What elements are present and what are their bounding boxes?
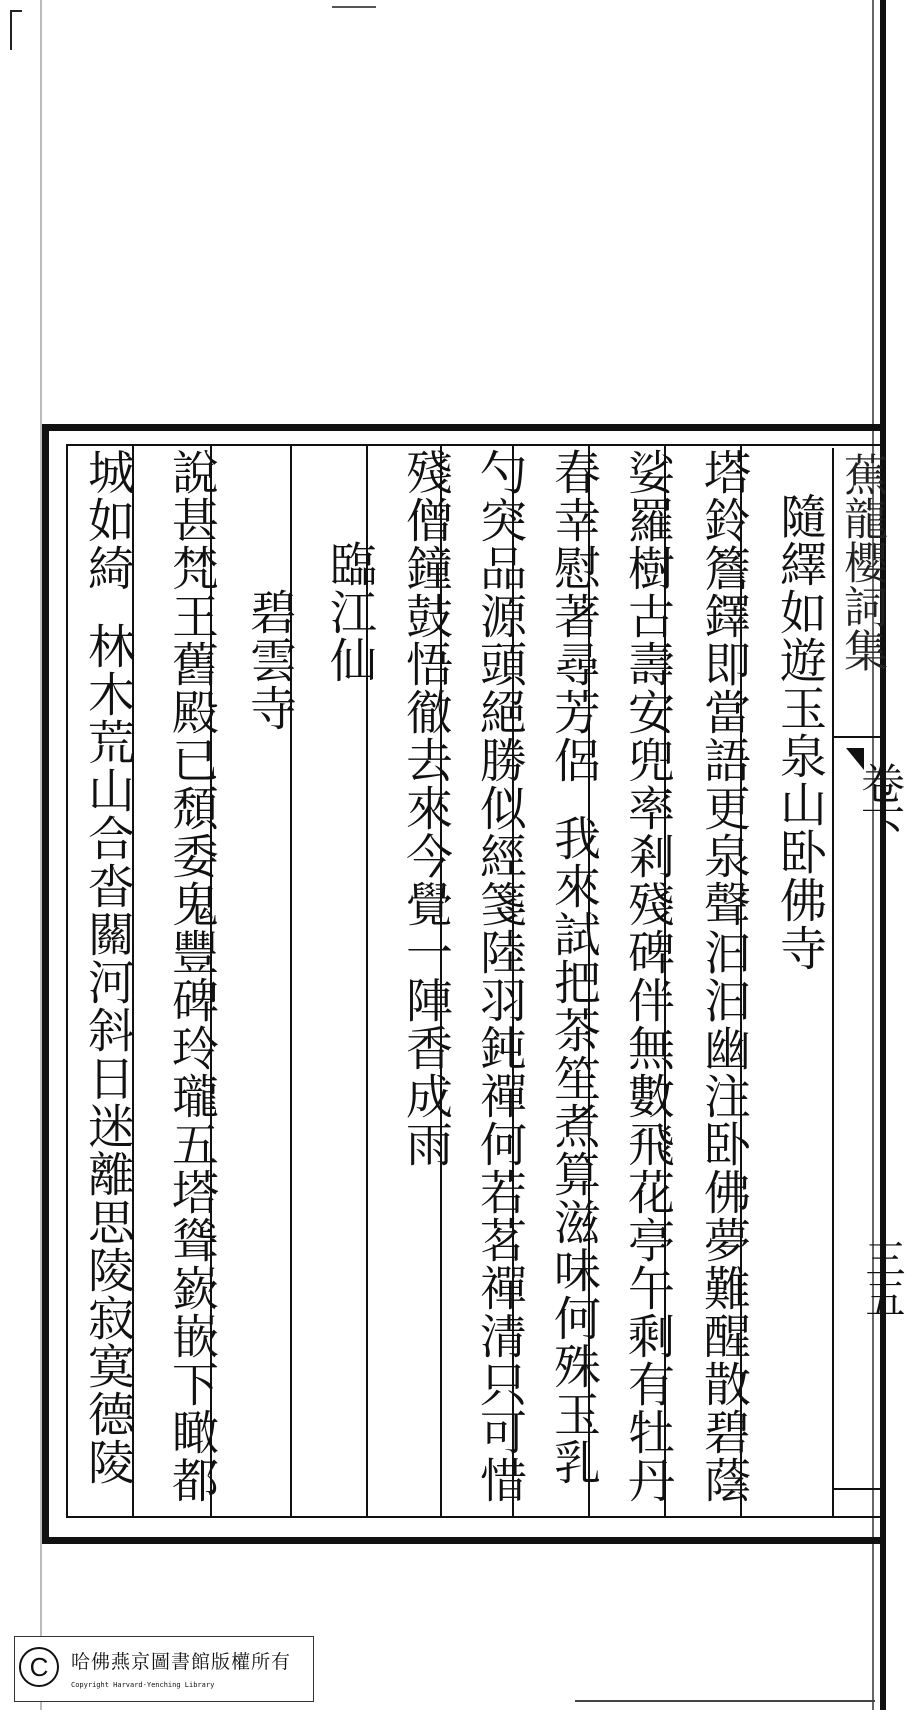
text-column: [74, 448, 140, 1514]
copyright-stamp: [14, 1636, 314, 1702]
poem-title: 隨繹如遊玉泉山卧佛寺: [772, 492, 827, 972]
verse-line: 勺突品源頭絕勝似經箋陸羽鈍禪何若茗禪清只可惜: [472, 448, 527, 1504]
copyright-icon: C: [19, 1647, 59, 1687]
verse-line: 我來試把茶笙煮算滋味何殊玉乳: [546, 814, 601, 1486]
margin-rule: [832, 1488, 880, 1490]
text-column: [158, 448, 224, 1514]
text-column: [392, 448, 458, 1514]
verse-line: 春幸慰著尋芳侶: [546, 448, 601, 784]
verse-line: 殘僧鐘鼓悟徹去來今覺一陣香成雨: [398, 448, 453, 1168]
poem-title-column: [766, 492, 832, 1558]
poem-title-column: [236, 588, 302, 1654]
text-column: [614, 448, 680, 1514]
tune-title-column: [316, 540, 382, 1606]
page-number: 三五: [859, 1238, 905, 1318]
verse-line: 說甚梵王舊殿已頹委鬼豐碑玲瓏五塔聳嶔嵌下瞰都: [164, 448, 219, 1504]
page-edge-bottom: [575, 1700, 875, 1702]
verse-line: 塔鈴簷鐸即當語更泉聲汩汩幽注卧佛夢難醒散碧蔭: [696, 448, 751, 1504]
tune-title: 臨江仙: [322, 540, 377, 684]
copyright-text-en: Copyright Harvard-Yenching Library: [71, 1681, 215, 1689]
text-column: [690, 448, 756, 1514]
verse-line: 林木荒山合沓關河斜日迷離思陵寂寞德陵: [80, 622, 135, 1486]
text-column: [540, 448, 606, 1514]
book-title: 蕉龍櫻詞集: [836, 452, 887, 672]
scan-mark: [10, 10, 12, 50]
poem-title: 碧雲寺: [242, 588, 297, 732]
juan-label: 卷下: [853, 760, 904, 848]
copyright-text-cn: 哈佛燕京圖書館版權所有: [71, 1651, 292, 1673]
verse-line: 城如綺: [80, 448, 135, 592]
text-column: [466, 448, 532, 1514]
scan-mark: [332, 6, 376, 8]
verse-line: 娑羅樹古壽安兜率剎殘碑伴無數飛花亭午剩有牡丹: [620, 448, 675, 1504]
scan-mark: [10, 10, 22, 12]
